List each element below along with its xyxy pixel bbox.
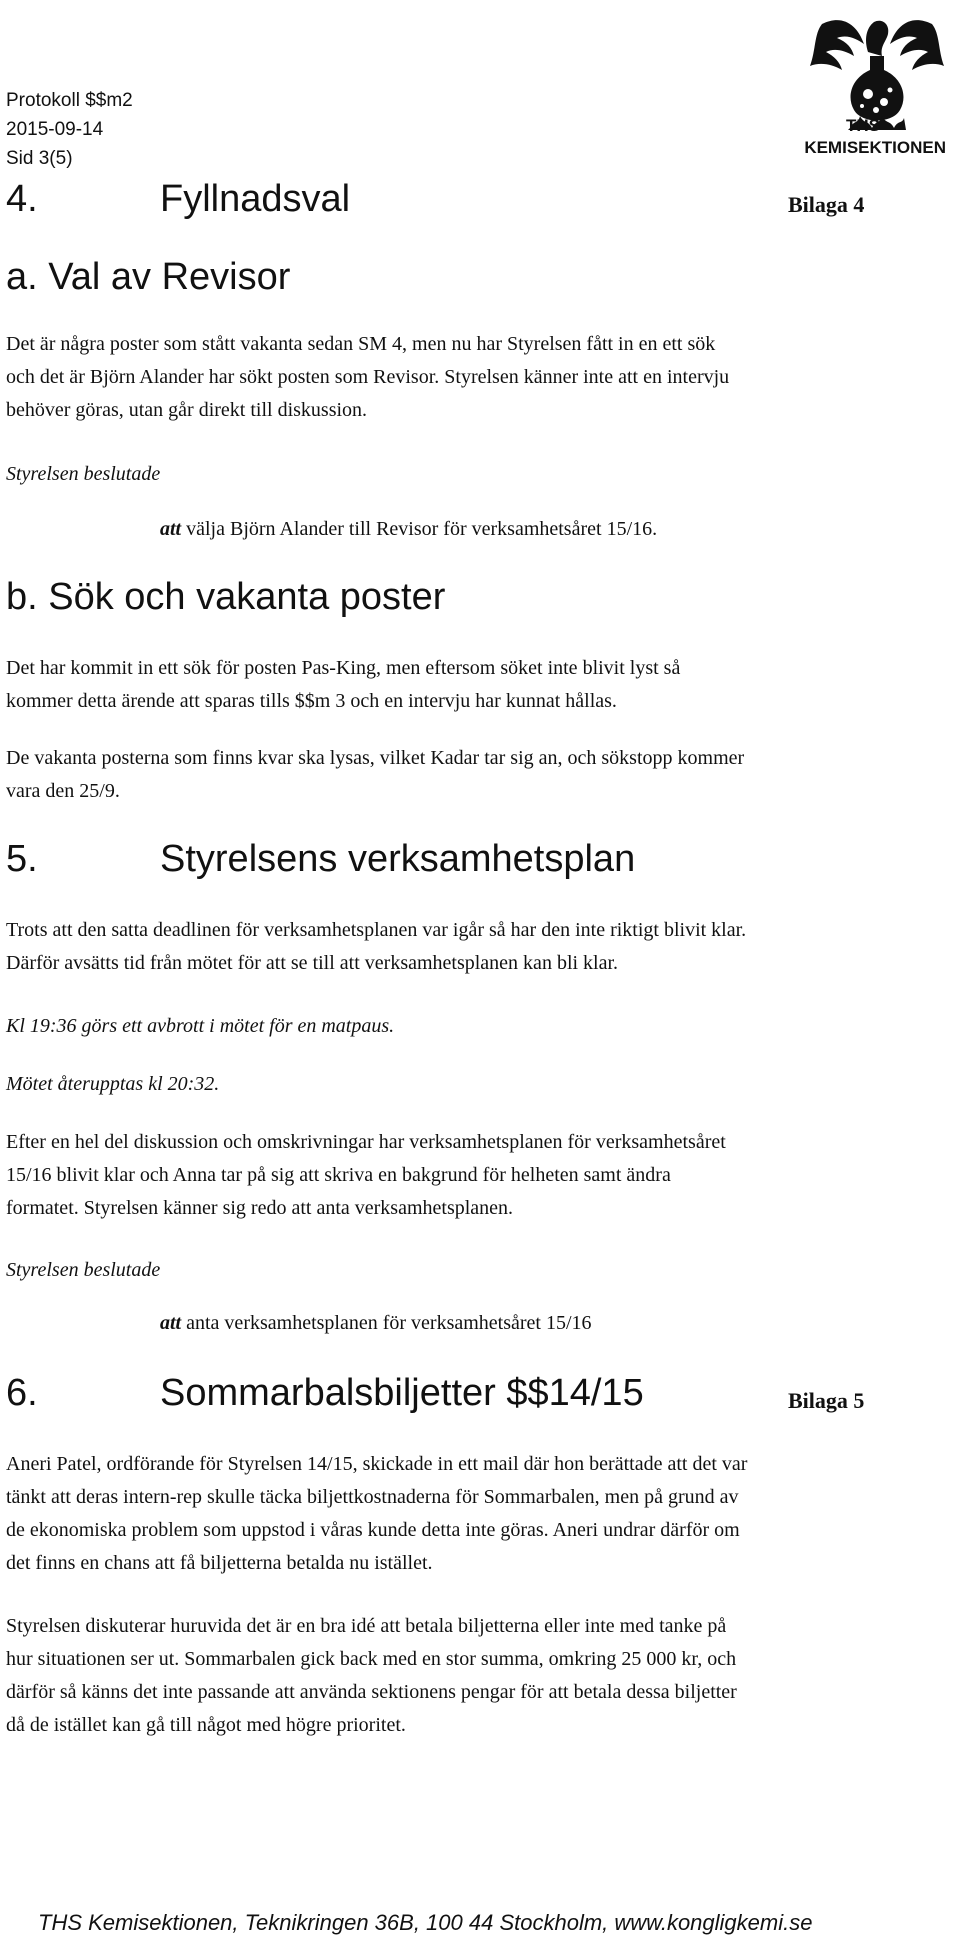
section-6-heading (6, 1372, 644, 1415)
text-line: därför så känns det inte passande att använda sektionens pengar för att betala dessa biljetter (6, 1681, 737, 1703)
decision-text: välja Björn Alander till Revisor för verksamhetsåret 15/16. (186, 518, 658, 540)
text-line: Aneri Patel, ordförande för Styrelsen 14/15, skickade in ett mail där hon berättade att det var (6, 1453, 748, 1475)
section-number: 5. (6, 838, 38, 880)
text-line: Styrelsen diskuterar huruvida det är en bra idé att betala biljetterna eller inte med tanke på (6, 1615, 727, 1637)
text-line: 15/16 blivit klar och Anna tar på sig att skriva en bakgrund för helheten samt ändra (6, 1164, 671, 1186)
decision-label: Styrelsen beslutade (6, 1259, 161, 1281)
decision-label: Styrelsen beslutade (6, 463, 161, 485)
text-line: Det har kommit in ett sök för posten Pas-King, men eftersom söket inte blivit lyst så (6, 657, 681, 679)
text-line: det finns en chans att få biljetterna betalda nu istället. (6, 1552, 433, 1574)
paragraph-revisor (6, 328, 956, 427)
break-note: Kl 19:36 görs ett avbrott i mötet för en matpaus. (6, 1015, 395, 1037)
text-line: vara den 25/9. (6, 780, 120, 802)
text-line: Trots att den satta deadlinen för verksamhetsplanen var igår så har den inte riktigt blivit klar. (6, 919, 747, 941)
section-title: Sommarbalsbiljetter $$14/15 (160, 1372, 644, 1414)
text-line: tänkt att deras intern-rep skulle täcka biljettkostnaderna för Sommarbalen, men på grund av (6, 1486, 739, 1508)
paragraph-plan-discussion (6, 1126, 956, 1225)
document-meta (6, 86, 133, 173)
paragraph-vacant (6, 742, 956, 808)
page-footer: THS Kemisektionen, Teknikringen 36B, 100 44 Stockholm, www.kongligkemi.se (38, 1910, 813, 1935)
paragraph-search (6, 652, 956, 718)
text-line: Det är några poster som stått vakanta sedan SM 4, men nu har Styrelsen fått in en ett sök (6, 333, 716, 355)
text-line: behöver göras, utan går direkt till diskussion. (6, 399, 368, 421)
text-line: De vakanta posterna som finns kvar ska lysas, vilket Kadar tar sig an, och sökstopp kommer (6, 747, 745, 769)
protocol-label: Protokoll $$m2 (6, 90, 133, 111)
text-line: kommer detta ärende att sparas tills $$m 3 och en intervju har kunnat hållas. (6, 690, 617, 712)
decision-statement (160, 1312, 592, 1335)
section-title: Styrelsens verksamhetsplan (160, 838, 636, 880)
text-line: formatet. Styrelsen känner sig redo att anta verksamhetsplanen. (6, 1197, 514, 1219)
attachment-label: Bilaga 4 (788, 192, 865, 217)
text-line: de ekonomiska problem som uppstod i våras kunde detta inte göras. Aneri undrar därför om (6, 1519, 740, 1541)
page-number: Sid 3(5) (6, 148, 73, 169)
attachment-label: Bilaga 5 (788, 1388, 865, 1413)
text-line: hur situationen ser ut. Sommarbalen gick back med en stor summa, omkring 25 000 kr, och (6, 1648, 737, 1670)
paragraph-plan (6, 914, 956, 980)
subsection-a-heading: a. Val av Revisor (6, 256, 291, 298)
decision-text: anta verksamhetsplanen för verksamhetsåret 15/16 (186, 1312, 592, 1334)
text-line: Efter en hel del diskussion och omskrivningar har verksamhetsplanen för verksamhetsåret (6, 1131, 726, 1153)
text-line: och det är Björn Alander har sökt posten som Revisor. Styrelsen känner inte att en intervju (6, 366, 730, 388)
ths-kemisektionen-logo (662, 0, 952, 170)
section-4-heading (6, 178, 350, 221)
document-date: 2015-09-14 (6, 119, 104, 140)
resume-note: Mötet återupptas kl 20:32. (6, 1073, 220, 1095)
section-title: Fyllnadsval (160, 178, 351, 220)
dragon-flask-icon (802, 4, 952, 132)
section-5-heading (6, 838, 635, 881)
logo-text-kemisektionen: KEMISEKTIONEN (804, 138, 946, 157)
section-number: 4. (6, 178, 38, 220)
paragraph-tickets-discussion (6, 1610, 956, 1742)
subsection-b-heading: b. Sök och vakanta poster (6, 576, 446, 618)
att-keyword: att (160, 518, 182, 540)
text-line: Därför avsätts tid från mötet för att se till att verksamhetsplanen kan bli klar. (6, 952, 619, 974)
decision-statement (160, 518, 657, 541)
att-keyword: att (160, 1312, 182, 1334)
paragraph-tickets (6, 1448, 956, 1580)
section-number: 6. (6, 1372, 38, 1414)
logo-text-ths: THS (846, 116, 880, 135)
text-line: då de istället kan gå till något med högre prioritet. (6, 1714, 406, 1736)
